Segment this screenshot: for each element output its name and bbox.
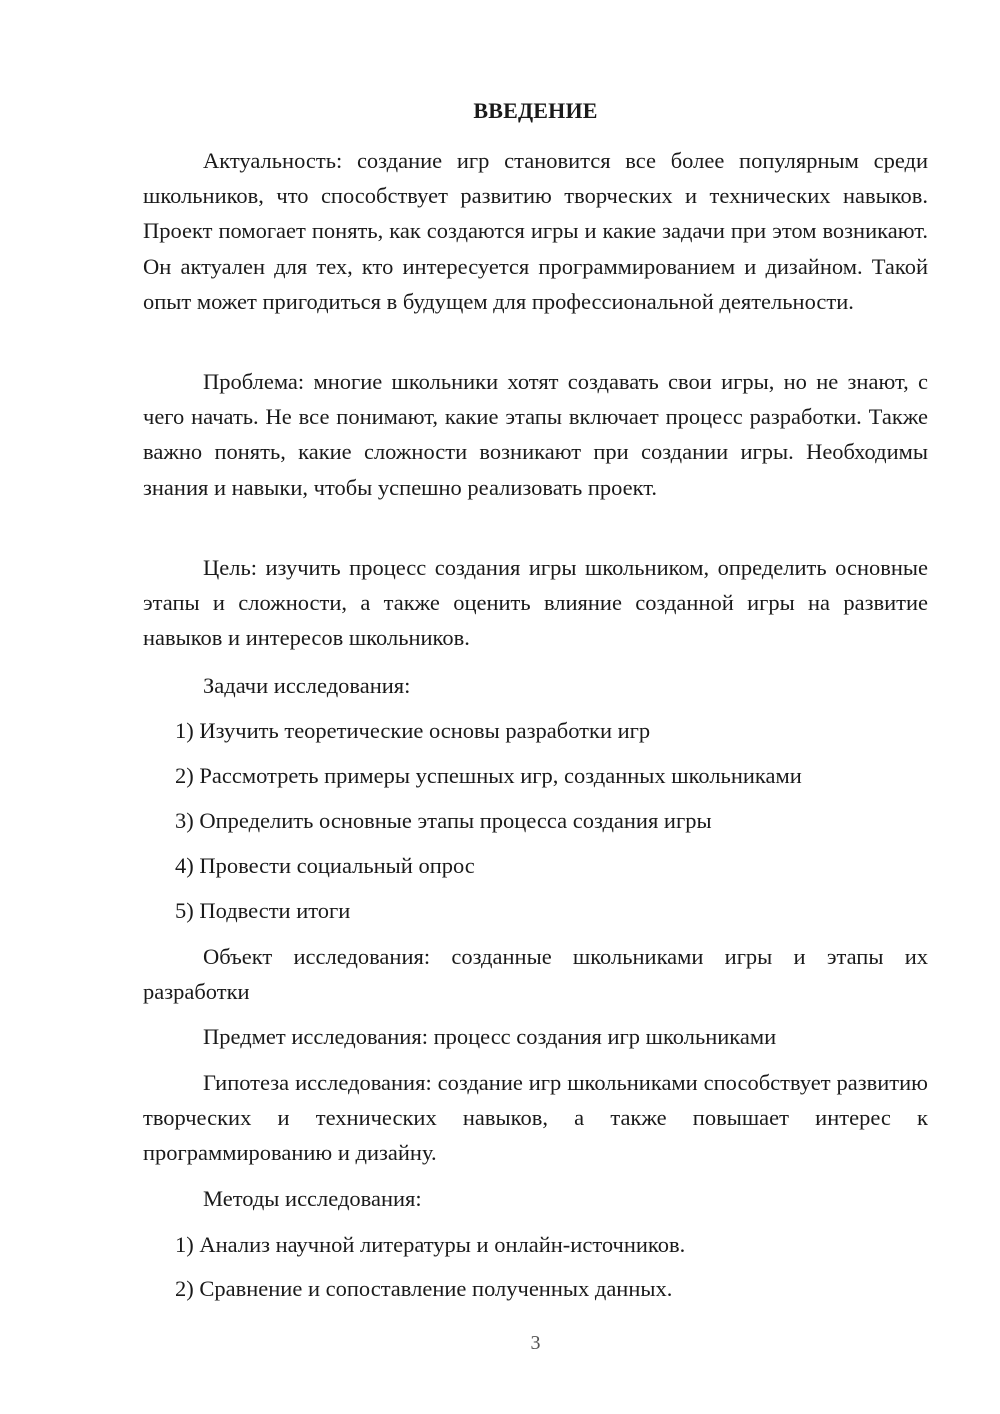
section-heading: ВВЕДЕНИЕ xyxy=(473,98,598,123)
problem-paragraph: Проблема: многие школьники хотят создавать свои игры, но не знают, с чего начать. Не все понимают, какие этапы включает процесс разработки. Также важно понять, какие сложности возникают при создании игры. Необходимы знания и навыки, чтобы успешно реализовать проект. xyxy=(143,369,928,500)
task-item: 3) Определить основные этапы процесса создания игры xyxy=(175,808,712,833)
methods-title: Методы исследования: xyxy=(203,1186,422,1211)
task-item: 1) Изучить теоретические основы разработки игр xyxy=(175,718,651,743)
task-item: 4) Провести социальный опрос xyxy=(175,853,475,878)
tasks-title: Задачи исследования: xyxy=(203,673,411,698)
page-number: 3 xyxy=(530,1332,541,1354)
hypothesis-paragraph: Гипотеза исследования: создание игр школьниками способствует развитию творческих и технических навыков, а также повышает интерес к программированию и дизайну. xyxy=(143,1070,928,1166)
subject-paragraph: Предмет исследования: процесс создания игр школьниками xyxy=(203,1024,777,1049)
task-item: 5) Подвести итоги xyxy=(175,898,351,923)
task-item: 2) Рассмотреть примеры успешных игр, созданных школьниками xyxy=(175,763,802,788)
method-item: 1) Анализ научной литературы и онлайн-источников. xyxy=(175,1232,686,1257)
goal-paragraph: Цель: изучить процесс создания игры школьником, определить основные этапы и сложности, а также оценить влияние созданной игры на развитие навыков и интересов школьников. xyxy=(143,555,928,651)
relevance-paragraph: Актуальность: создание игр становится все более популярным среди школьников, что способствует развитию творческих и технических навыков. Проект помогает понять, как создаются игры и какие задачи при этом возникают. Он актуален для тех, кто интересуется программированием и дизайном. Такой опыт может пригодиться в будущем для профессиональной деятельности. xyxy=(143,148,928,314)
method-item: 2) Сравнение и сопоставление полученных данных. xyxy=(175,1276,673,1301)
object-paragraph: Объект исследования: созданные школьниками игры и этапы их разработки xyxy=(143,944,928,1005)
document-page xyxy=(143,0,928,1414)
